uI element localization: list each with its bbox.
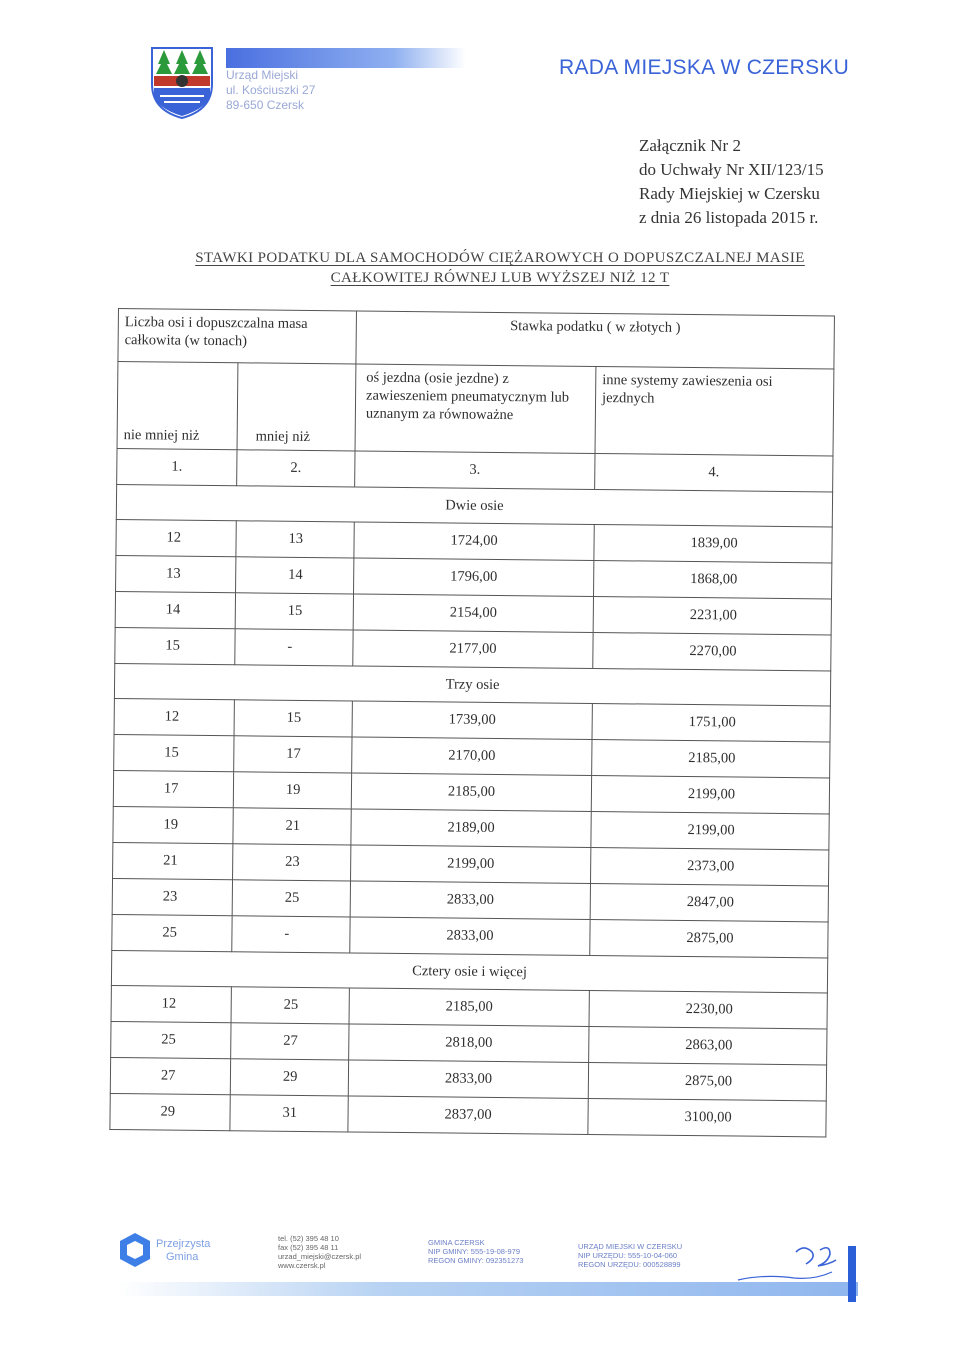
cell-min: 25 [112, 914, 232, 951]
col-number-2: 2. [237, 450, 355, 487]
office-name: Urząd Miejski [226, 68, 299, 82]
cell-rate-other: 2847,00 [590, 883, 828, 921]
cell-rate-pneumatic: 2170,00 [352, 737, 592, 776]
cell-min: 12 [114, 698, 234, 735]
handwritten-signature [734, 1240, 840, 1288]
cell-max: 27 [231, 1023, 349, 1060]
attachment-line-2: do Uchwały Nr XII/123/15 [639, 160, 824, 179]
footer-accent-line [118, 1282, 858, 1296]
transparent-gmina-logo-icon [118, 1232, 152, 1268]
attachment-line-3: Rady Miejskiej w Czersku [639, 184, 820, 203]
cell-max: 29 [230, 1059, 348, 1096]
cell-min: 29 [110, 1093, 230, 1130]
cell-rate-other: 2199,00 [591, 811, 829, 849]
cell-max: 25 [231, 987, 349, 1024]
cell-max: - [235, 629, 353, 666]
header-rate: Stawka podatku ( w złotych ) [356, 311, 835, 369]
cell-rate-pneumatic: 1796,00 [354, 558, 594, 597]
cell-max: 17 [234, 736, 352, 773]
cell-rate-other: 2199,00 [591, 775, 829, 813]
cell-max: 31 [230, 1095, 348, 1132]
cell-rate-other: 2875,00 [590, 919, 828, 957]
footer-gmina-regon: REGON GMINY: 092351273 [428, 1256, 524, 1265]
cell-min: 15 [114, 734, 234, 771]
cell-max: 15 [234, 700, 352, 737]
header-other: inne systemy zawieszenia osi jezdnych [595, 367, 834, 456]
cell-rate-other: 2270,00 [593, 632, 831, 670]
cell-min: 14 [115, 591, 235, 628]
header-max: mniej niż [237, 363, 356, 451]
cell-min: 21 [113, 842, 233, 879]
group-label: Trzy osie [114, 663, 830, 705]
footer-urzad-name: URZĄD MIEJSKI W CZERSKU [578, 1242, 683, 1251]
attachment-line-1: Załącznik Nr 2 [639, 136, 741, 155]
footer-phone: tel. (52) 395 48 10 [278, 1234, 339, 1243]
cell-rate-other: 2231,00 [593, 596, 831, 634]
footer-website: www.czersk.pl [278, 1261, 326, 1270]
cell-max: 14 [236, 557, 354, 594]
footer-urzad-nip: NIP URZĘDU: 555-10-04-060 [578, 1251, 678, 1260]
cell-min: 15 [115, 627, 235, 664]
header-min: nie mniej niż [117, 362, 238, 450]
cell-rate-other: 2875,00 [588, 1062, 826, 1100]
header-axes-mass: Liczba osi i dopuszczalna masa całkowita (w tonach) [118, 309, 357, 364]
footer-gmina-info [428, 1238, 523, 1265]
cell-min: 27 [110, 1057, 230, 1094]
footer-brand [156, 1238, 210, 1264]
cell-rate-pneumatic: 1724,00 [354, 522, 594, 561]
document-title-line-2: CAŁKOWITEJ RÓWNEJ LUB WYŻSZEJ NIŻ 12 T [330, 270, 670, 286]
cell-rate-pneumatic: 2185,00 [351, 773, 591, 812]
cell-rate-pneumatic: 2833,00 [350, 917, 590, 956]
cell-rate-pneumatic: 2199,00 [351, 845, 591, 884]
group-label: Dwie osie [116, 484, 832, 526]
cell-rate-pneumatic: 2833,00 [348, 1060, 588, 1099]
document-title [150, 248, 850, 288]
town-crest-icon [150, 44, 214, 120]
header-pneumatic: oś jezdna (osie jezdne) z zawieszeniem pneumatycznym lub uznanym za równoważne [355, 364, 596, 454]
cell-min: 12 [116, 519, 236, 556]
attachment-line-4: z dnia 26 listopada 2015 r. [639, 208, 819, 227]
footer-gmina-name: GMINA CZERSK [428, 1238, 485, 1247]
cell-rate-pneumatic: 1739,00 [352, 701, 592, 740]
col-number-4: 4. [595, 454, 833, 492]
cell-rate-pneumatic: 2837,00 [348, 1096, 588, 1135]
office-street: ul. Kościuszki 27 [226, 83, 316, 97]
footer-accent-bar [848, 1246, 856, 1302]
cell-rate-pneumatic: 2818,00 [349, 1024, 589, 1063]
col-number-3: 3. [355, 451, 595, 490]
cell-rate-pneumatic: 2833,00 [350, 881, 590, 920]
cell-max: 21 [233, 808, 351, 845]
cell-min: 17 [113, 770, 233, 807]
cell-min: 19 [113, 806, 233, 843]
cell-rate-other: 1839,00 [594, 524, 832, 562]
cell-max: 19 [233, 772, 351, 809]
council-title: RADA MIEJSKA W CZERSKU [559, 56, 850, 79]
cell-rate-other: 3100,00 [588, 1098, 826, 1136]
cell-max: 15 [235, 593, 353, 630]
attachment-note [639, 134, 824, 230]
col-number-1: 1. [117, 448, 237, 485]
cell-rate-other: 1868,00 [594, 560, 832, 598]
cell-max: - [232, 916, 350, 953]
cell-rate-pneumatic: 2177,00 [353, 630, 593, 669]
cell-rate-pneumatic: 2185,00 [349, 988, 589, 1027]
cell-rate-pneumatic: 2154,00 [353, 594, 593, 633]
office-address [226, 68, 315, 113]
cell-max: 13 [236, 521, 354, 558]
cell-rate-other: 2230,00 [589, 990, 827, 1028]
footer-contact [278, 1234, 361, 1270]
office-postcode: 89-650 Czersk [226, 98, 305, 112]
footer-fax: fax (52) 395 48 11 [278, 1243, 339, 1252]
cell-min: 13 [116, 555, 236, 592]
cell-rate-other: 2185,00 [592, 739, 830, 777]
cell-max: 25 [232, 880, 350, 917]
cell-rate-pneumatic: 2189,00 [351, 809, 591, 848]
cell-min: 23 [112, 878, 232, 915]
cell-rate-other: 2863,00 [589, 1026, 827, 1064]
footer-urzad-regon: REGON URZĘDU: 000528899 [578, 1260, 681, 1269]
group-label: Cztery osie i więcej [111, 950, 827, 992]
footer-brand-line-1: Przejrzysta [156, 1238, 211, 1250]
cell-max: 23 [233, 844, 351, 881]
cell-rate-other: 1751,00 [592, 703, 830, 741]
cell-min: 25 [111, 1021, 231, 1058]
document-title-line-1: STAWKI PODATKU DLA SAMOCHODÓW CIĘŻAROWYCH O DOPUSZCZALNEJ MASIE [195, 250, 805, 266]
cell-min: 12 [111, 985, 231, 1022]
footer-brand-line-2: Gmina [166, 1251, 199, 1263]
footer-gmina-nip: NIP GMINY: 555-19-08-979 [428, 1247, 520, 1256]
table-row [110, 1093, 826, 1136]
tax-rates-table [109, 308, 835, 1137]
header-accent-bar [226, 48, 466, 68]
footer-email: urzad_miejski@czersk.pl [278, 1252, 362, 1261]
footer-urzad-info [578, 1242, 682, 1269]
cell-rate-other: 2373,00 [590, 847, 828, 885]
